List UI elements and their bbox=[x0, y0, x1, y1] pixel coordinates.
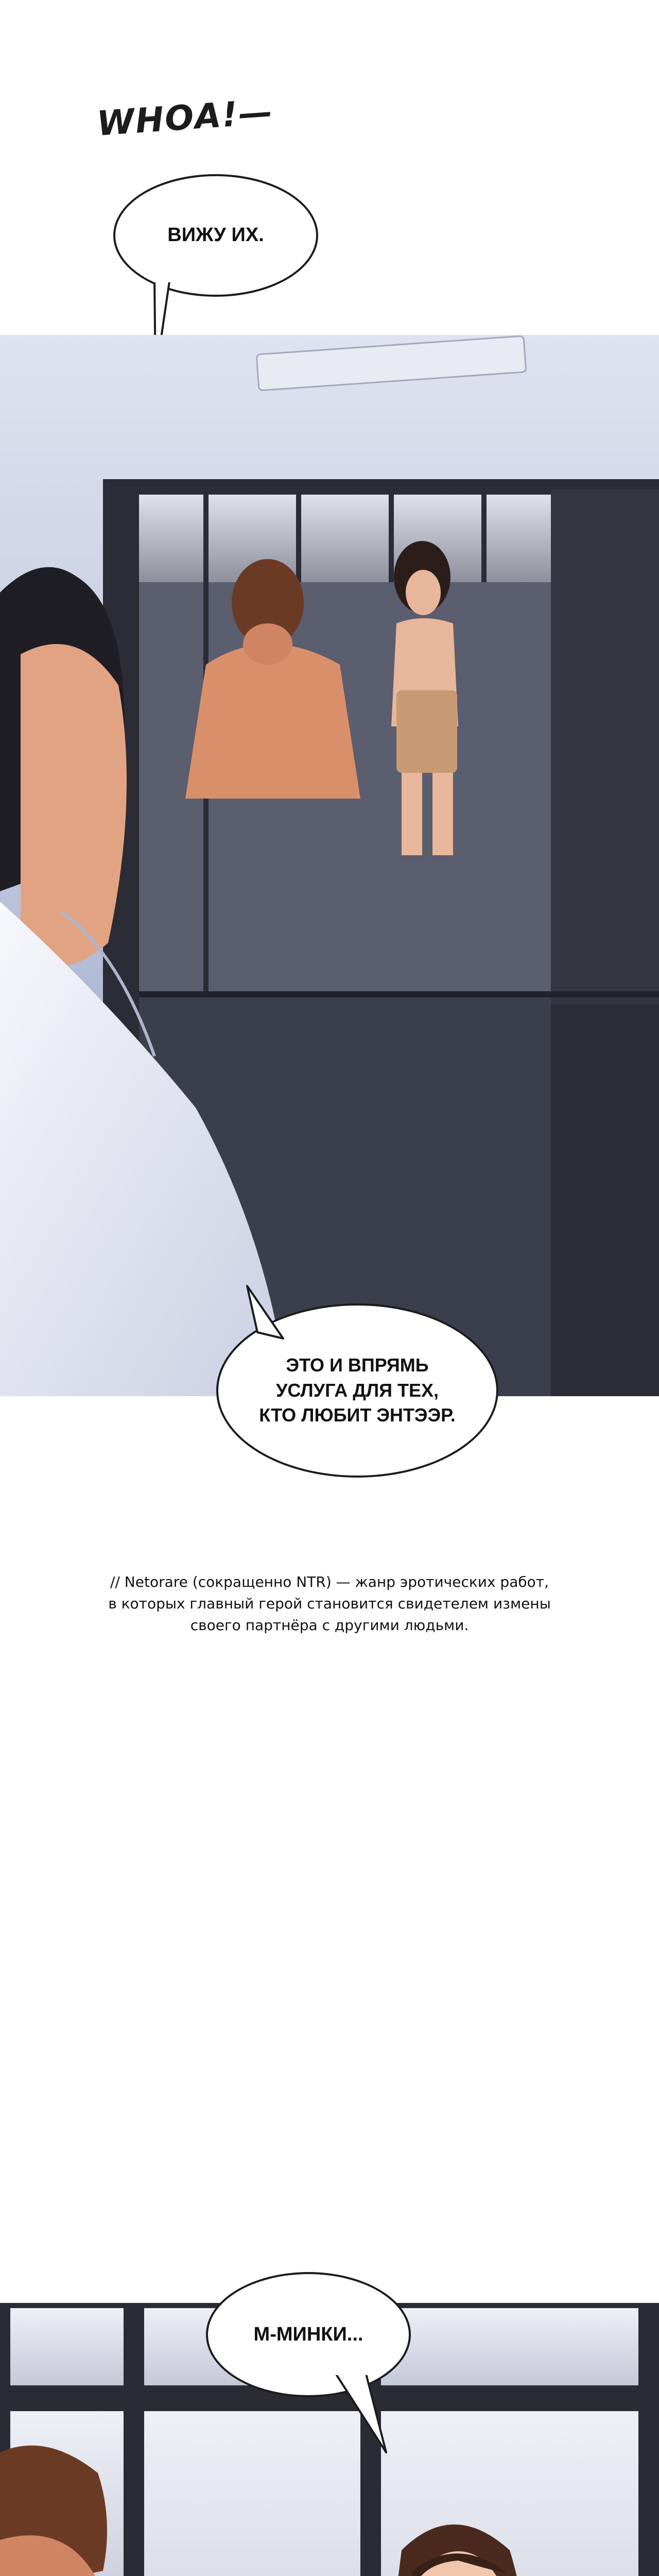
panel-office-window bbox=[0, 335, 659, 1396]
office-scene-illustration bbox=[0, 335, 659, 1396]
note-line-2: в которых главный герой становится свидетелем измены bbox=[108, 1595, 551, 1612]
bubble-text: М-МИНКИ... bbox=[253, 2323, 363, 2345]
whoa-sound-effect: WHOA!— bbox=[95, 92, 275, 144]
bubble-tail bbox=[330, 2370, 391, 2458]
bubble-text: ВИЖУ ИХ. bbox=[167, 224, 264, 246]
note-line-3: своего партнёра с другими людьми. bbox=[190, 1617, 469, 1634]
translator-note bbox=[0, 1571, 659, 1636]
note-line-1: // Netorare (сокращенно NTR) — жанр эротических работ, bbox=[110, 1573, 549, 1590]
bubble-tail bbox=[242, 1283, 288, 1340]
bubble-line-1: ЭТО И ВПРЯМЬ bbox=[286, 1354, 429, 1376]
bubble-line-2: УСЛУГА ДЛЯ ТЕХ, bbox=[275, 1379, 439, 1401]
speech-bubble-see-them bbox=[113, 174, 318, 297]
bubble-line-3: КТО ЛЮБИТ ЭНТЭЭР. bbox=[259, 1404, 456, 1426]
